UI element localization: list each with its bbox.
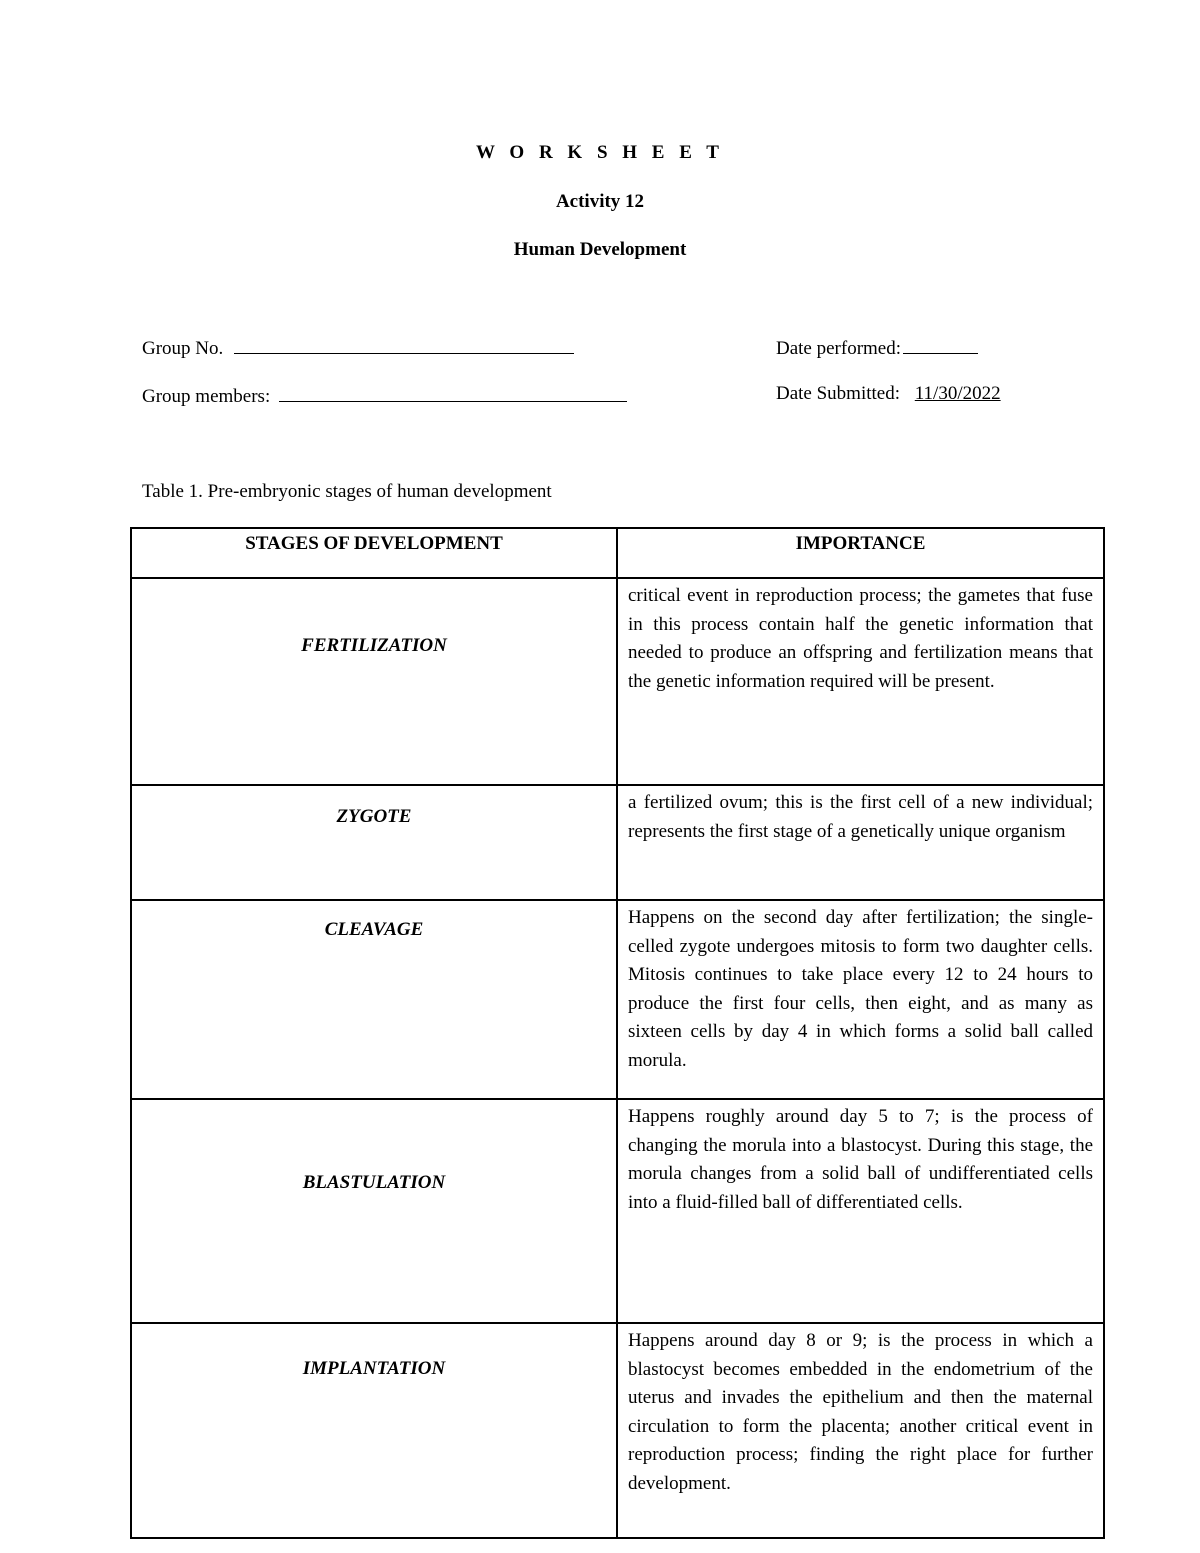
- date-submitted-label: Date Submitted:: [776, 383, 901, 404]
- stages-table: [130, 527, 1105, 1539]
- importance-cell: Happens on the second day after fertilization; the single-celled zygote undergoes mitosis to form two daughter cells. Mitosis continues to take place every 12 to 24 hours to produce the first four cells, then eight, and as many as sixteen cells by day 4 in which forms a solid ball called morula.: [617, 900, 1104, 1099]
- table-caption: Table 1. Pre-embryonic stages of human development: [142, 481, 552, 502]
- table-row: [131, 1099, 1104, 1323]
- group-members-label: Group members:: [142, 386, 271, 407]
- date-submitted-value: 11/30/2022: [914, 383, 1001, 404]
- group-members-field: [142, 383, 627, 408]
- table-row: [131, 1323, 1104, 1538]
- header-stages: STAGES OF DEVELOPMENT: [131, 528, 617, 578]
- date-submitted-field: [776, 383, 1001, 405]
- worksheet-title: W O R K S H E E T: [476, 142, 724, 163]
- stage-cell: CLEAVAGE: [131, 900, 617, 1099]
- group-no-field: [142, 335, 574, 360]
- stage-cell: ZYGOTE: [131, 785, 617, 900]
- table-row: [131, 578, 1104, 785]
- importance-cell: a fertilized ovum; this is the first cell of a new individual; represents the first stage of a genetically unique organism: [617, 785, 1104, 900]
- importance-cell: Happens roughly around day 5 to 7; is the process of changing the morula into a blastocyst. During this stage, the morula changes from a solid ball of undifferentiated cells into a fluid-filled ball of differentiated cells.: [617, 1099, 1104, 1323]
- table-row: [131, 785, 1104, 900]
- importance-cell: Happens around day 8 or 9; is the process in which a blastocyst becomes embedded in the endometrium of the uterus and invades the epithelium and then the maternal circulation to form the placenta; another critical event in reproduction process; finding the right place for further development.: [617, 1323, 1104, 1538]
- group-members-blank[interactable]: [279, 383, 627, 402]
- importance-cell: critical event in reproduction process; the gametes that fuse in this process contain half the genetic information that needed to produce an offspring and fertilization means that the genetic information required will be present.: [617, 578, 1104, 785]
- activity-number: Activity 12: [555, 191, 645, 212]
- table-header-row: [131, 528, 1104, 578]
- table-row: [131, 900, 1104, 1099]
- stage-cell: FERTILIZATION: [131, 578, 617, 785]
- stage-cell: IMPLANTATION: [131, 1323, 617, 1538]
- header-importance: IMPORTANCE: [617, 528, 1104, 578]
- date-performed-label: Date performed:: [776, 338, 902, 359]
- activity-subject: Human Development: [513, 239, 687, 260]
- group-no-label: Group No.: [142, 338, 224, 359]
- group-no-blank[interactable]: [234, 335, 574, 354]
- stage-cell: BLASTULATION: [131, 1099, 617, 1323]
- date-performed-blank[interactable]: [903, 335, 978, 354]
- date-performed-field: [776, 335, 978, 360]
